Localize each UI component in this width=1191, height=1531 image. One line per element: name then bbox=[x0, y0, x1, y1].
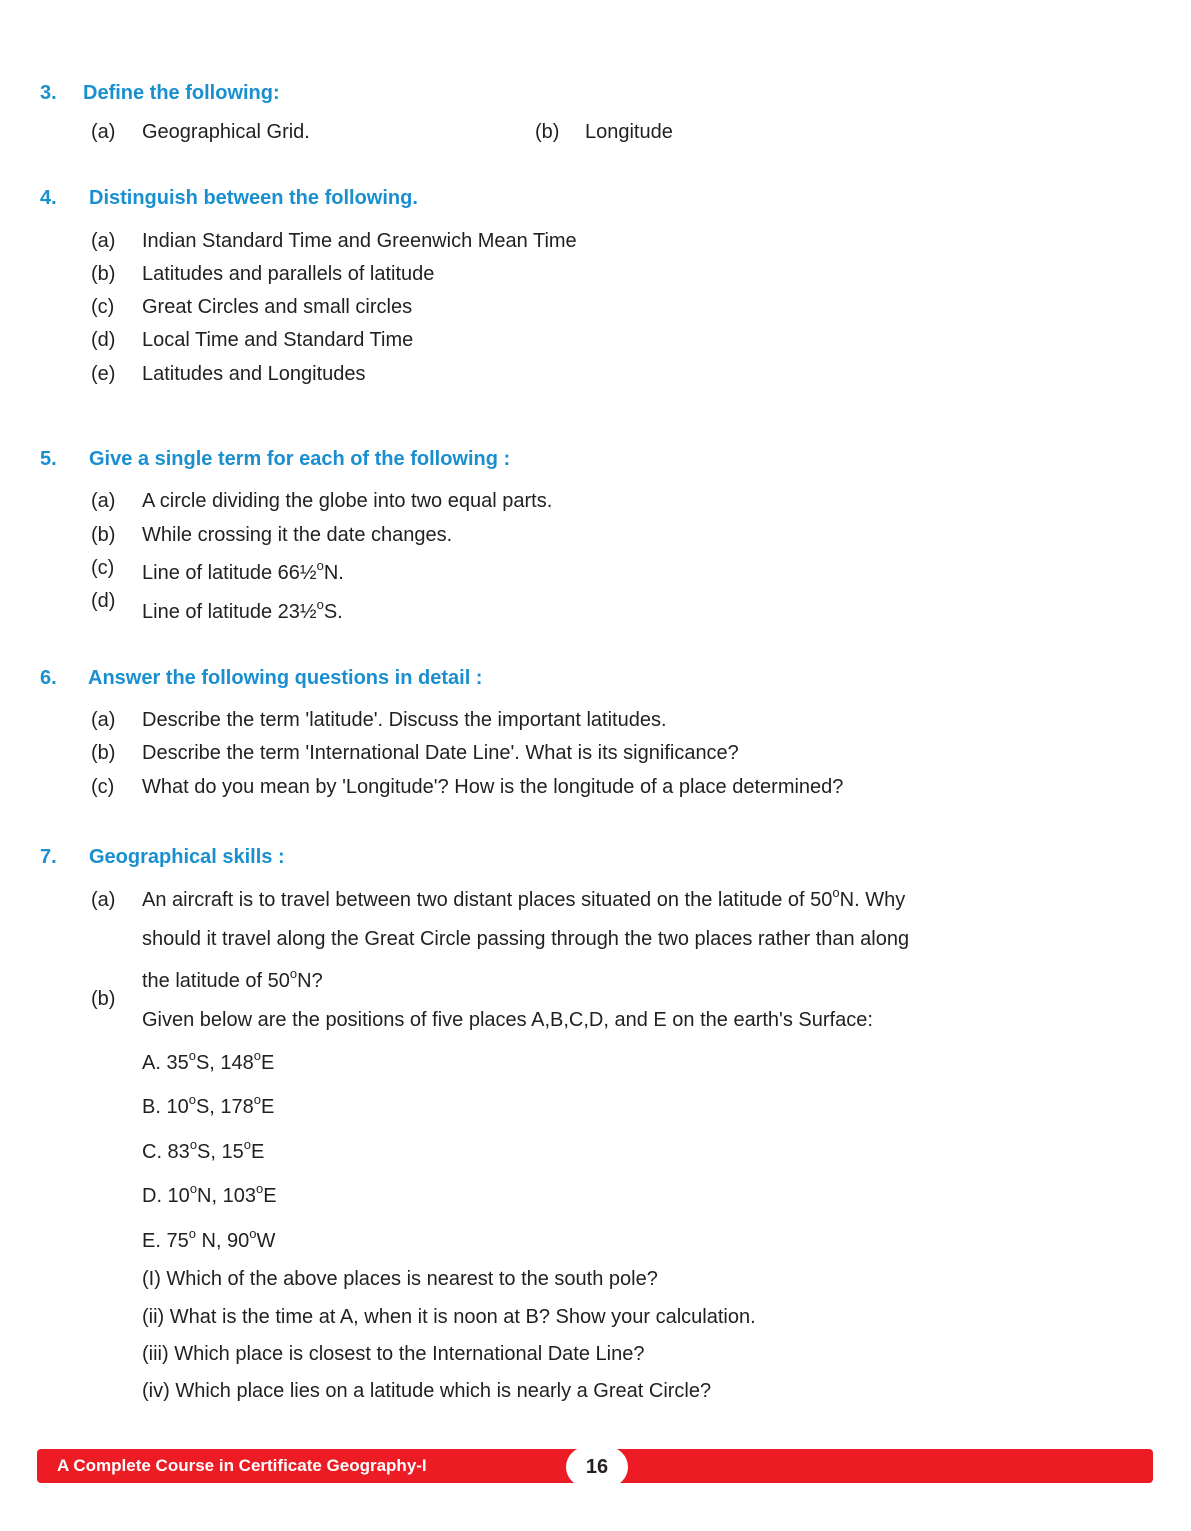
q4-item-a-text: Indian Standard Time and Greenwich Mean Time bbox=[142, 230, 577, 252]
q7-subquestion-3: (iii) Which place is closest to the International Date Line? bbox=[142, 1343, 645, 1365]
place-a: A. 35$^o$S, 148$^o$E bbox=[142, 1048, 275, 1074]
q4-item-e-label: (e) bbox=[91, 363, 116, 385]
q7-item-a-line1: An aircraft is to travel between two distant places situated on the latitude of 50$^o$N. Why bbox=[142, 885, 906, 911]
q6-item-a-label: (a) bbox=[91, 709, 116, 731]
q7-subquestion-1: (I) Which of the above places is nearest to the south pole? bbox=[142, 1268, 658, 1290]
q6-item-c-label: (c) bbox=[91, 776, 115, 798]
q4-item-b-label: (b) bbox=[91, 263, 116, 285]
question-5-number: 5. bbox=[40, 448, 57, 470]
q6-item-b-text: Describe the term 'International Date Line'. What is its significance? bbox=[142, 742, 739, 764]
degree-symbol: o bbox=[316, 597, 324, 613]
question-6-number: 6. bbox=[40, 667, 57, 689]
q7-item-a-label: (a) bbox=[91, 889, 116, 911]
question-3-number: 3. bbox=[40, 82, 57, 104]
question-6-heading: Answer the following questions in detail : bbox=[88, 667, 483, 689]
q7-item-b-intro: Given below are the positions of five places A,B,C,D, and E on the earth's Surface: bbox=[142, 1009, 873, 1031]
question-5-heading: Give a single term for each of the following : bbox=[89, 448, 511, 470]
q7-subquestion-4: (iv) Which place lies on a latitude which is nearly a Great Circle? bbox=[142, 1380, 712, 1402]
q7-item-a-line3: the latitude of 50$^o$N? bbox=[142, 966, 323, 992]
q5-item-d-text: Line of latitude 23½$^o$S. bbox=[142, 597, 343, 623]
place-b: B. 10$^o$S, 178$^o$E bbox=[142, 1092, 275, 1118]
question-7-number: 7. bbox=[40, 846, 57, 868]
q7-item-a-line2: should it travel along the Great Circle passing through the two places rather than along bbox=[142, 928, 910, 950]
q7-item-b-label: (b) bbox=[91, 988, 116, 1010]
q4-item-a-label: (a) bbox=[91, 230, 116, 252]
question-4-heading: Distinguish between the following. bbox=[89, 187, 418, 209]
q5-item-c-label: (c) bbox=[91, 557, 115, 579]
q3-item-b-text: Longitude bbox=[585, 121, 673, 143]
q4-item-c-label: (c) bbox=[91, 296, 115, 318]
q5-item-d-label: (d) bbox=[91, 590, 116, 612]
place-d: D. 10$^o$N, 103$^o$E bbox=[142, 1181, 277, 1207]
q4-item-d-label: (d) bbox=[91, 329, 116, 351]
q4-item-e-text: Latitudes and Longitudes bbox=[142, 363, 366, 385]
degree-symbol: o bbox=[289, 966, 298, 982]
q5-item-c-text: Line of latitude 66½$^o$N. bbox=[142, 558, 344, 584]
page-number: 16 bbox=[566, 1447, 628, 1487]
degree-symbol: o bbox=[832, 885, 840, 901]
q5-item-a-text: A circle dividing the globe into two equal parts. bbox=[142, 490, 553, 512]
q6-item-a-text: Describe the term 'latitude'. Discuss the important latitudes. bbox=[142, 709, 667, 731]
q4-item-b-text: Latitudes and parallels of latitude bbox=[142, 263, 435, 285]
degree-symbol: o bbox=[316, 558, 324, 574]
question-3-heading: Define the following: bbox=[83, 82, 280, 104]
q6-item-c-text: What do you mean by 'Longitude'? How is the longitude of a place determined? bbox=[142, 776, 844, 798]
q3-item-b-label: (b) bbox=[535, 121, 560, 143]
question-7-heading: Geographical skills : bbox=[89, 846, 285, 868]
q5-item-a-label: (a) bbox=[91, 490, 116, 512]
q4-item-c-text: Great Circles and small circles bbox=[142, 296, 413, 318]
q7-subquestion-2: (ii) What is the time at A, when it is noon at B? Show your calculation. bbox=[142, 1306, 756, 1328]
footer-book-title: A Complete Course in Certificate Geography-I bbox=[57, 1456, 427, 1475]
q6-item-b-label: (b) bbox=[91, 742, 116, 764]
q3-item-a-label: (a) bbox=[91, 121, 116, 143]
place-c: C. 83$^o$S, 15$^o$E bbox=[142, 1137, 265, 1163]
place-e: E. 75$^o$ N, 90$^o$W bbox=[142, 1226, 276, 1252]
q4-item-d-text: Local Time and Standard Time bbox=[142, 329, 414, 351]
q5-item-b-label: (b) bbox=[91, 524, 116, 546]
q5-item-b-text: While crossing it the date changes. bbox=[142, 524, 453, 546]
question-4-number: 4. bbox=[40, 187, 57, 209]
q3-item-a-text: Geographical Grid. bbox=[142, 121, 310, 143]
